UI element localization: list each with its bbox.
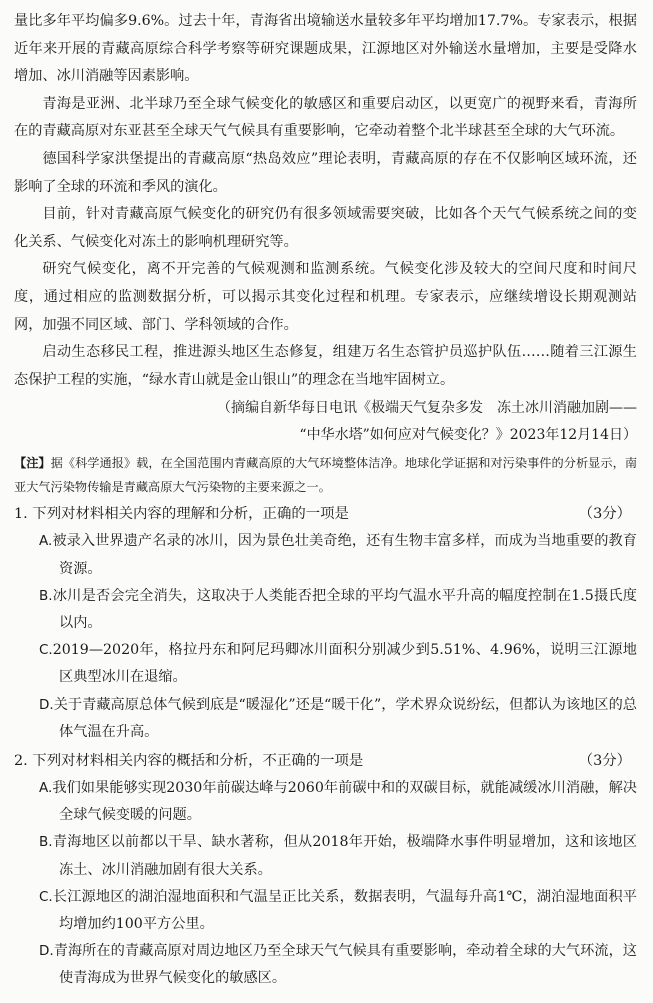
option-a[interactable] <box>14 775 637 829</box>
option-d[interactable] <box>14 938 637 992</box>
option-letter: D. <box>39 696 54 713</box>
reading-passage <box>14 8 637 394</box>
question-stem <box>14 748 637 775</box>
question-score: （3分） <box>578 506 631 523</box>
footnote <box>14 451 637 499</box>
option-text: 长江源地区的湖泊湿地面积和气温呈正比关系，数据表明，气温每升高1℃，湖泊湿地面积平均增加约100平方公里。 <box>52 888 637 932</box>
option-letter: B. <box>39 587 53 604</box>
option-text: 关于青藏高原总体气候到底是“暖湿化”还是“暖干化”，学术界众说纷纭，但都认为该地区的总体气温在升高。 <box>53 696 637 740</box>
option-text: 青海地区以前都以干旱、缺水著称，但从2018年开始，极端降水事件明显增加，这和该地区冻土、冰川消融加剧有很大关系。 <box>52 834 637 878</box>
option-b[interactable] <box>14 583 637 637</box>
passage-paragraph: 青海是亚洲、北半球乃至全球气候变化的敏感区和重要启动区，以更宽广的视野来看，青海所在的青藏高原对东亚甚至全球天气气候具有重要影响，它牵动着整个北半球甚至全球的大气环流。 <box>14 95 637 140</box>
question-1 <box>14 501 637 746</box>
passage-paragraph: 启动生态移民工程，推进源头地区生态修复，组建万名生态管护员巡护队伍……随着三江源生态保护工程的实施，“绿水青山就是金山银山”的理念在当地牢固树立。 <box>14 344 637 388</box>
option-a[interactable] <box>14 528 637 582</box>
option-letter: A. <box>39 533 53 550</box>
option-d[interactable] <box>14 692 637 746</box>
option-letter: C. <box>39 888 53 905</box>
option-text: 我们如果能够实现2030年前碳达峰与2060年前碳中和的双碳目标，就能减缓冰川消融，解决全球气候变暖的问题。 <box>52 779 637 824</box>
question-score: （3分） <box>578 752 631 769</box>
option-c[interactable] <box>14 884 637 938</box>
passage-paragraph: 研究气候变化，离不开完善的气候观测和监测系统。气候变化涉及较大的空间尺度和时间尺度，通过相应的监测数据分析，可以揭示其变化过程和机理。专家表示，应继续增设长期观测站网，加强不同区域、部门、学科领域的合作。 <box>14 261 637 333</box>
source-line-2: “中华水塔”如何应对气候变化？》2023年12月14日） <box>299 427 637 444</box>
option-letter: A. <box>39 779 53 796</box>
option-letter: C. <box>39 642 53 659</box>
option-text: 冰川是否会完全消失，这取决于人类能否把全球的平均气温水平升高的幅度控制在1.5摄氏度以内。 <box>52 587 637 631</box>
passage-paragraph: 德国科学家洪堡提出的青藏高原“热岛效应”理论表明，青藏高原的存在不仅影响区域环流，还影响了全球的环流和季风的演化。 <box>14 150 637 195</box>
question-2 <box>14 748 637 993</box>
option-text: 2019—2020年，格拉丹东和阿尼玛卿冰川面积分别减少到5.51%、4.96%，说明三江源地区典型冰川在退缩。 <box>52 642 637 686</box>
passage-paragraph: 目前，针对青藏高原气候变化的研究仍有很多领域需要突破，比如各个天气气候系统之间的变化关系、气候变化对冻土的影响机理研究等。 <box>14 206 637 250</box>
option-letter: D. <box>39 943 54 960</box>
option-b[interactable] <box>14 829 637 883</box>
source-citation <box>14 395 637 449</box>
question-stem <box>14 501 637 528</box>
note-text: 据《科学通报》载，在全国范围内青藏高原的大气环境整体洁净。地球化学证据和对污染事件的分析显示，南亚大气污染物传输是青藏高原大气污染物的主要来源之一。 <box>14 456 638 495</box>
question-text: 2. 下列对材料相关内容的概括和分析，不正确的一项是 <box>14 752 364 769</box>
passage-paragraph: 量比多年平均偏多9.6%。过去十年，青海省出境输送水量较多年平均增加17.7%。专家表示，根据近年来开展的青藏高原综合科学考察等研究课题成果，江源地区对外输送水量增加，主要是受降水增加、冰川消融等因素影响。 <box>14 13 637 85</box>
note-tag: 【注】 <box>14 456 51 471</box>
option-letter: B. <box>39 834 53 851</box>
option-text: 青海所在的青藏高原对周边地区乃至全球天气气候具有重要影响，牵动着全球的大气环流，这使青海成为世界气候变化的敏感区。 <box>53 943 637 987</box>
option-text: 被录入世界遗产名录的冰川，因为景色壮美奇绝，还有生物丰富多样，而成为当地重要的教育资源。 <box>52 533 637 577</box>
question-text: 1. 下列对材料相关内容的理解和分析，正确的一项是 <box>14 506 349 523</box>
source-line-1: （摘编自新华每日电讯《极端天气复杂多发 冻土冰川消融加剧—— <box>217 400 637 417</box>
option-c[interactable] <box>14 637 637 691</box>
